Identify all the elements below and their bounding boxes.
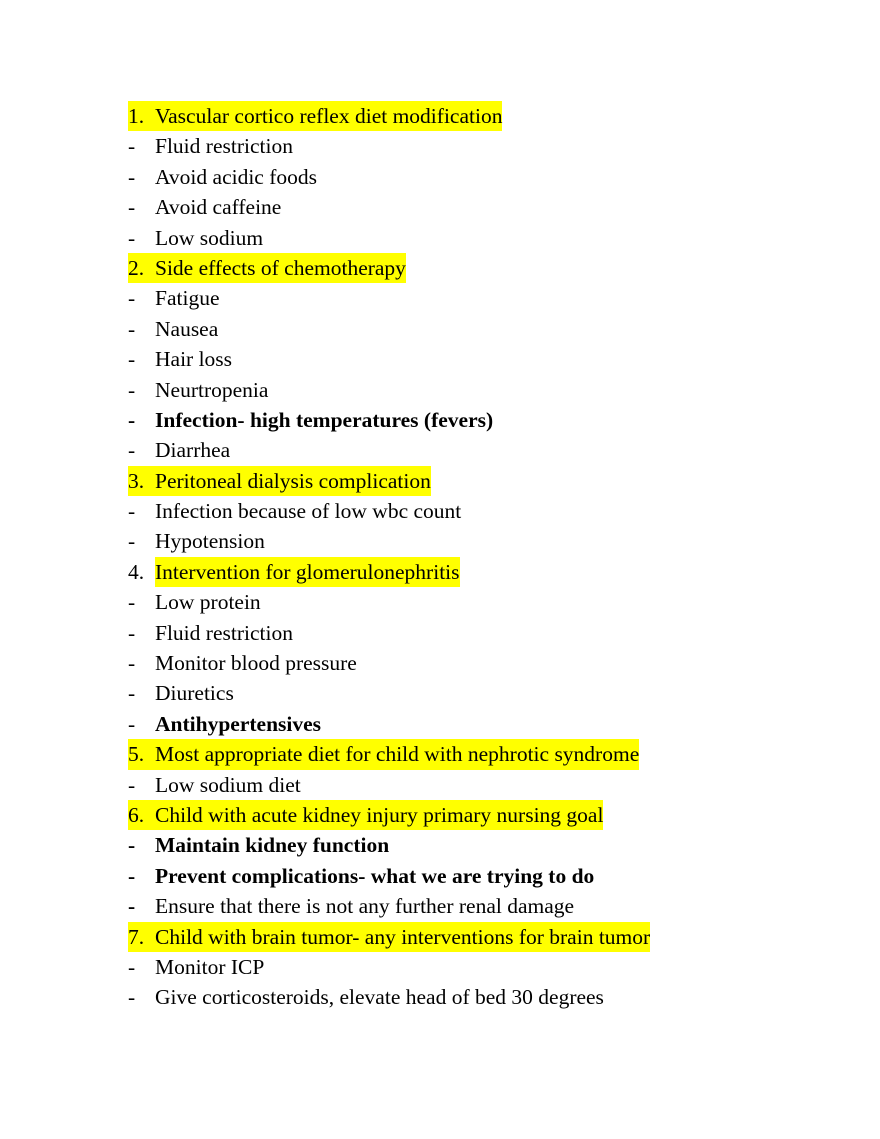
list-number: 1.: [128, 101, 155, 131]
list-item-text: Diuretics: [155, 681, 234, 706]
list-item-text: Monitor blood pressure: [155, 651, 357, 676]
list-item-text: Infection because of low wbc count: [155, 499, 462, 524]
list-item-text: Nausea: [155, 316, 219, 341]
list-heading-item: [128, 253, 828, 283]
list-item: [128, 830, 828, 860]
list-bullet: -: [128, 985, 136, 1010]
list-item-text: Child with brain tumor- any interventions for brain tumor: [155, 922, 650, 952]
list-item: [128, 344, 828, 374]
list-item-text: Fatigue: [155, 286, 220, 311]
list-item-text: Most appropriate diet for child with nephrotic syndrome: [155, 739, 639, 769]
list-bullet: -: [128, 954, 136, 979]
list-number: 4.: [128, 559, 145, 584]
list-bullet: -: [128, 438, 136, 463]
list-bullet: -: [128, 164, 136, 189]
list-item-text: Low sodium: [155, 225, 264, 250]
list-item: [128, 861, 828, 891]
list-item-text: Monitor ICP: [155, 954, 265, 979]
list-item: [128, 496, 828, 526]
list-bullet: -: [128, 833, 136, 858]
list-item: [128, 223, 828, 253]
list-number: 5.: [128, 739, 155, 769]
list-bullet: -: [128, 499, 136, 524]
list-bullet: -: [128, 863, 136, 888]
list-item: [128, 131, 828, 161]
list-item-text: Infection- high temperatures (fevers): [155, 407, 494, 432]
list-bullet: -: [128, 225, 136, 250]
list-item-text: Give corticosteroids, elevate head of bed 30 degrees: [155, 985, 604, 1010]
list-bullet: -: [128, 134, 136, 159]
list-item-text: Diarrhea: [155, 438, 231, 463]
list-item-text: Intervention for glomerulonephritis: [155, 557, 460, 587]
list-bullet: -: [128, 195, 136, 220]
list-item-text: Maintain kidney function: [155, 833, 390, 858]
list-item: [128, 770, 828, 800]
list-bullet: -: [128, 711, 136, 736]
list-number: 7.: [128, 922, 155, 952]
list-bullet: -: [128, 529, 136, 554]
list-item-text: Child with acute kidney injury primary nursing goal: [155, 800, 603, 830]
list-item: [128, 526, 828, 556]
list-item: [128, 283, 828, 313]
list-item: [128, 648, 828, 678]
list-item: [128, 709, 828, 739]
list-bullet: -: [128, 772, 136, 797]
list-item-text: Peritoneal dialysis complication: [155, 466, 431, 496]
list-heading-item: [128, 800, 828, 830]
list-item-text: Avoid acidic foods: [155, 164, 318, 189]
list-bullet: -: [128, 620, 136, 645]
list-item: [128, 618, 828, 648]
list-heading-item: [128, 557, 828, 587]
list-item-text: Ensure that there is not any further renal damage: [155, 894, 575, 919]
list-bullet: -: [128, 651, 136, 676]
list-item-text: Fluid restriction: [155, 620, 293, 645]
list-item-text: Low protein: [155, 590, 261, 615]
list-item: [128, 192, 828, 222]
list-bullet: -: [128, 894, 136, 919]
list-item: [128, 587, 828, 617]
list-item-text: Antihypertensives: [155, 711, 322, 736]
list-heading-item: [128, 101, 828, 131]
list-item: [128, 891, 828, 921]
list-item: [128, 314, 828, 344]
list-bullet: -: [128, 590, 136, 615]
list-number: 2.: [128, 253, 155, 283]
list-heading-item: [128, 739, 828, 769]
list-item-text: Prevent complications- what we are trying to do: [155, 863, 595, 888]
list-heading-item: [128, 922, 828, 952]
list-item: [128, 952, 828, 982]
list-number: 6.: [128, 800, 155, 830]
list-item: [128, 375, 828, 405]
list-item-text: Hypotension: [155, 529, 265, 554]
list-bullet: -: [128, 377, 136, 402]
list-item-text: Avoid caffeine: [155, 195, 282, 220]
list-item-text: Low sodium diet: [155, 772, 301, 797]
list-item: [128, 435, 828, 465]
list-bullet: -: [128, 316, 136, 341]
list-item-text: Fluid restriction: [155, 134, 293, 159]
list-item: [128, 405, 828, 435]
list-item: [128, 678, 828, 708]
list-bullet: -: [128, 286, 136, 311]
list-number: 3.: [128, 466, 155, 496]
list-item-text: Vascular cortico reflex diet modification: [155, 101, 502, 131]
list-heading-item: [128, 466, 828, 496]
list-item: [128, 982, 828, 1012]
list-bullet: -: [128, 347, 136, 372]
list-item-text: Neurtropenia: [155, 377, 269, 402]
list-item-text: Side effects of chemotherapy: [155, 253, 406, 283]
list-item-text: Hair loss: [155, 347, 233, 372]
list-item: [128, 162, 828, 192]
list-bullet: -: [128, 407, 136, 432]
notes-list: [128, 101, 828, 1013]
list-bullet: -: [128, 681, 136, 706]
